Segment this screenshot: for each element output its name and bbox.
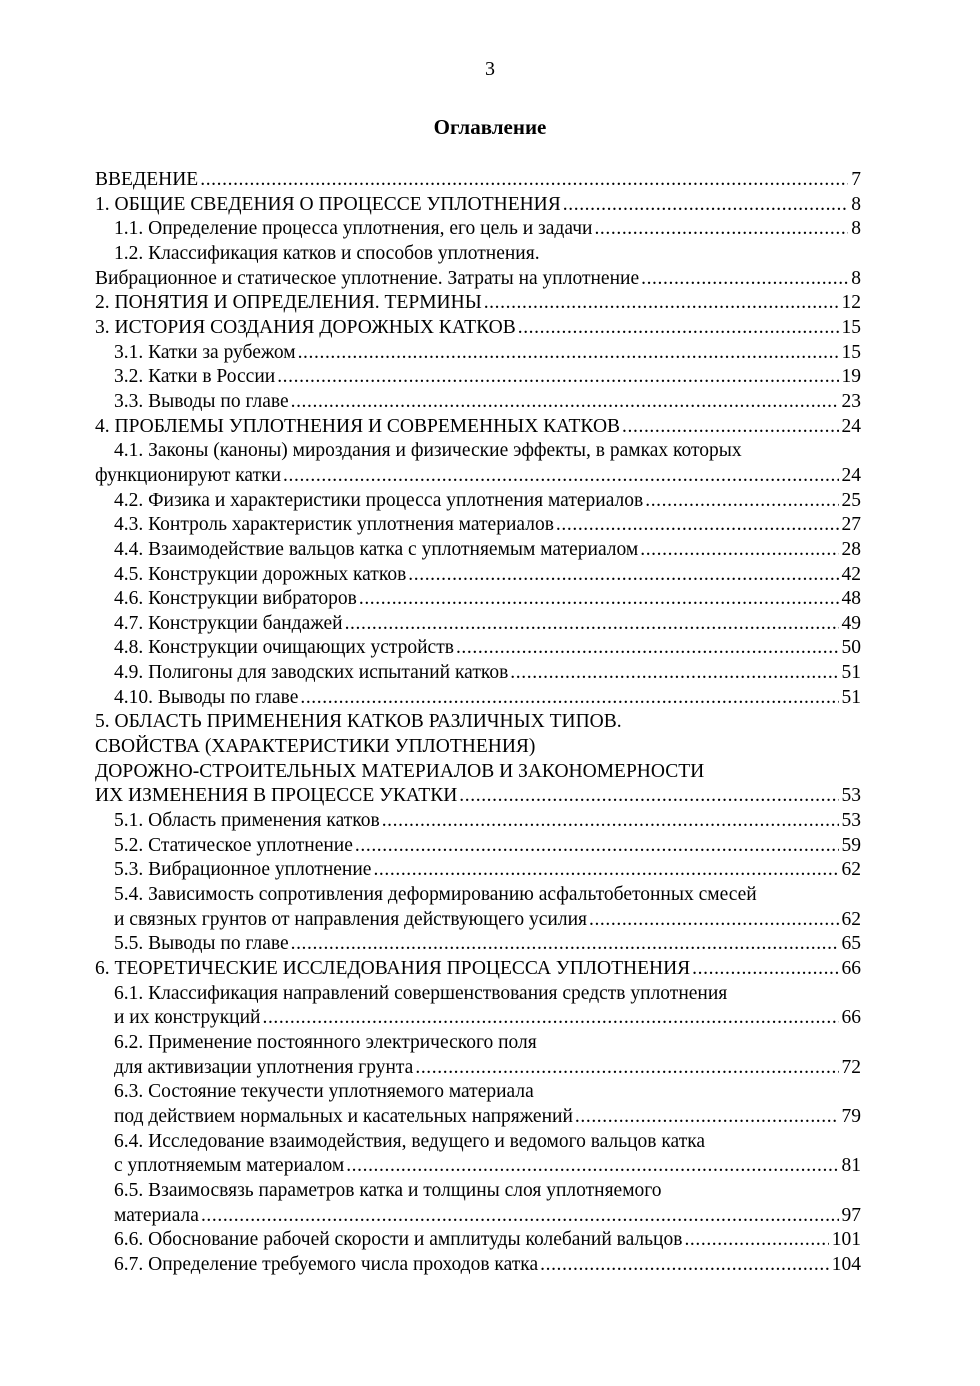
- toc-entry-title-line: 4.2. Физика и характеристики процесса уплотнения материалов: [114, 489, 644, 511]
- toc-entry-leader-line: [95, 957, 861, 982]
- toc-entry-title-line: под действием нормальных и касательных напряжений: [114, 1105, 573, 1127]
- toc-entry[interactable]: [95, 710, 861, 809]
- toc-entry[interactable]: [95, 686, 861, 711]
- toc-entry[interactable]: [95, 1253, 861, 1278]
- toc-entry-leader-line: [95, 267, 861, 292]
- toc-entry-page-number: 59: [841, 834, 861, 856]
- toc-entry-page-number: 24: [841, 415, 861, 437]
- dot-leader: [594, 217, 848, 242]
- toc-entry-leader-line: [114, 587, 861, 612]
- toc-entry-title-line: 6.7. Определение требуемого числа проходов катка: [114, 1253, 539, 1275]
- toc-entry[interactable]: [95, 489, 861, 514]
- toc-entry-page-number: 8: [851, 218, 861, 240]
- toc-entry-title-line: 4.3. Контроль характеристик уплотнения материалов: [114, 514, 554, 536]
- toc-entry-leader-line: [114, 1154, 861, 1179]
- toc-entry-page-number: 8: [851, 267, 861, 289]
- toc-list: [95, 168, 861, 1278]
- toc-entry-title-line: и их конструкций: [114, 1007, 261, 1029]
- toc-entry[interactable]: [95, 563, 861, 588]
- toc-entry-title-line: 6.3. Состояние текучести уплотняемого материала: [114, 1081, 534, 1103]
- toc-entry-page-number: 27: [841, 514, 861, 536]
- toc-entry-title-line: 6. ТЕОРЕТИЧЕСКИЕ ИССЛЕДОВАНИЯ ПРОЦЕССА УПЛОТНЕНИЯ: [95, 958, 691, 979]
- toc-entry-title-line: 4. ПРОБЛЕМЫ УПЛОТНЕНИЯ И СОВРЕМЕННЫХ КАТКОВ: [95, 415, 621, 437]
- toc-entry-page-number: 101: [831, 1229, 861, 1251]
- toc-entry[interactable]: [95, 316, 861, 341]
- dot-leader: [622, 415, 838, 440]
- toc-entry[interactable]: [95, 390, 861, 415]
- toc-entry-title-line: 3.3. Выводы по главе: [114, 390, 289, 412]
- toc-entry-title-line: 4.10. Выводы по главе: [114, 686, 299, 708]
- toc-entry[interactable]: [95, 513, 861, 538]
- toc-entry[interactable]: [95, 415, 861, 440]
- dot-leader: [589, 908, 839, 933]
- toc-entry-leader-line: [114, 1204, 861, 1229]
- toc-entry-title-line: 6.6. Обоснование рабочей скорости и амплитуды колебаний вальцов: [114, 1229, 683, 1251]
- toc-entry-page-number: 15: [841, 316, 861, 338]
- dot-leader: [200, 168, 848, 193]
- toc-entry-leader-line: [114, 1228, 861, 1253]
- toc-entry-leader-line: [114, 1253, 861, 1278]
- toc-entry-title-line: 1.2. Классификация катков и способов уплотнения.: [114, 242, 540, 264]
- toc-entry-page-number: 8: [851, 193, 861, 215]
- toc-entry[interactable]: [95, 439, 861, 488]
- dot-leader: [298, 341, 839, 366]
- dot-leader: [291, 390, 839, 415]
- toc-entry-title-line: 5.3. Вибрационное уплотнение: [114, 859, 372, 881]
- toc-entry-page-number: 53: [841, 785, 861, 807]
- toc-entry-title-line: 1.1. Определение процесса уплотнения, его цель и задачи: [114, 218, 593, 240]
- toc-entry-leader-line: [114, 612, 861, 637]
- toc-entry-leader-line: [95, 464, 861, 489]
- toc-entry-page-number: 66: [841, 1007, 861, 1029]
- toc-entry-title-line: 1. ОБЩИЕ СВЕДЕНИЯ О ПРОЦЕССЕ УПЛОТНЕНИЯ: [95, 193, 561, 215]
- toc-entry-title-line: 2. ПОНЯТИЯ И ОПРЕДЕЛЕНИЯ. ТЕРМИНЫ: [95, 292, 482, 314]
- toc-entry[interactable]: [95, 883, 861, 932]
- toc-entry-page-number: 42: [841, 563, 861, 585]
- dot-leader: [540, 1253, 829, 1278]
- dot-leader: [201, 1204, 839, 1229]
- toc-entry-leader-line: [114, 341, 861, 366]
- toc-entry-page-number: 7: [851, 169, 861, 190]
- toc-entry-title-line: 4.9. Полигоны для заводских испытаний катков: [114, 662, 509, 684]
- dot-leader: [641, 267, 848, 292]
- dot-leader: [645, 489, 838, 514]
- toc-entry-page-number: 81: [841, 1155, 861, 1177]
- toc-entry-title-line: 4.6. Конструкции вибраторов: [114, 588, 357, 610]
- toc-entry-leader-line: [114, 365, 861, 390]
- toc-entry-title-line: 4.8. Конструкции очищающих устройств: [114, 637, 454, 659]
- toc-entry[interactable]: [95, 982, 861, 1031]
- toc-entry[interactable]: [95, 1179, 861, 1228]
- toc-entry-leader-line: [114, 908, 861, 933]
- toc-entry-leader-line: [114, 1105, 861, 1130]
- toc-entry-leader-line: [114, 390, 861, 415]
- toc-entry[interactable]: [95, 612, 861, 637]
- toc-entry-title-line: и связных грунтов от направления действующего усилия: [114, 908, 587, 930]
- toc-entry-leader-line: [114, 809, 861, 834]
- toc-entry-page-number: 66: [841, 958, 861, 979]
- toc-entry-title-line: ДОРОЖНО-СТРОИТЕЛЬНЫХ МАТЕРИАЛОВ И ЗАКОНОМЕРНОСТИ: [95, 760, 705, 782]
- toc-entry-leader-line: [114, 661, 861, 686]
- dot-leader: [510, 661, 838, 686]
- dot-leader: [518, 316, 839, 341]
- toc-entry-title-line: 5.5. Выводы по главе: [114, 933, 289, 955]
- toc-entry-page-number: 53: [841, 810, 861, 832]
- toc-entry-title-line: 6.5. Взаимосвязь параметров катка и толщины слоя уплотняемого: [114, 1179, 662, 1201]
- toc-entry-page-number: 12: [841, 292, 861, 314]
- toc-entry-title-line: 5.1. Область применения катков: [114, 810, 380, 832]
- toc-entry[interactable]: [95, 291, 861, 316]
- dot-leader: [346, 1154, 838, 1179]
- toc-entry[interactable]: [95, 834, 861, 859]
- dot-leader: [291, 932, 839, 957]
- toc-entry[interactable]: [95, 1228, 861, 1253]
- toc-entry[interactable]: [95, 587, 861, 612]
- toc-entry-leader-line: [95, 168, 861, 193]
- toc-entry-title-line: 3.1. Катки за рубежом: [114, 341, 296, 363]
- toc-entry-page-number: 79: [841, 1105, 861, 1127]
- toc-entry-page-number: 72: [841, 1056, 861, 1078]
- toc-entry[interactable]: [95, 1031, 861, 1080]
- toc-entry-leader-line: [95, 415, 861, 440]
- toc-entry[interactable]: [95, 1080, 861, 1129]
- toc-entry-title-line: материала: [114, 1204, 199, 1226]
- toc-entry-title-line: с уплотняемым материалом: [114, 1155, 345, 1177]
- toc-entry-leader-line: [114, 1056, 861, 1081]
- toc-entry-leader-line: [114, 563, 861, 588]
- dot-leader: [640, 538, 838, 563]
- dot-leader: [563, 193, 848, 218]
- toc-entry-title-line: ВВЕДЕНИЕ: [95, 169, 199, 190]
- toc-entry-title-line: 5.4. Зависимость сопротивления деформированию асфальтобетонных смесей: [114, 884, 757, 906]
- toc-entry[interactable]: [95, 809, 861, 834]
- toc-entry-page-number: 49: [841, 612, 861, 634]
- toc-entry-title-line: для активизации уплотнения грунта: [114, 1056, 414, 1078]
- dot-leader: [556, 513, 839, 538]
- toc-entry-leader-line: [114, 636, 861, 661]
- toc-entry-title-line: СВОЙСТВА (ХАРАКТЕРИСТИКИ УПЛОТНЕНИЯ): [95, 736, 536, 758]
- toc-entry-page-number: 25: [841, 489, 861, 511]
- dot-leader: [373, 858, 838, 883]
- toc-entry-page-number: 97: [841, 1204, 861, 1226]
- dot-leader: [345, 612, 839, 637]
- toc-entry-leader-line: [114, 513, 861, 538]
- dot-leader: [382, 809, 839, 834]
- toc-entry[interactable]: [95, 957, 861, 982]
- toc-entry[interactable]: [95, 168, 861, 193]
- toc-entry[interactable]: [95, 858, 861, 883]
- toc-entry-leader-line: [114, 217, 861, 242]
- toc-entry-leader-line: [114, 932, 861, 957]
- toc-entry-title-line: 6.4. Исследование взаимодействия, ведущего и ведомого вальцов катка: [114, 1130, 706, 1152]
- dot-leader: [459, 784, 838, 809]
- toc-entry-leader-line: [114, 489, 861, 514]
- toc-entry-title-line: 6.2. Применение постоянного электрического поля: [114, 1031, 537, 1053]
- toc-entry-leader-line: [114, 686, 861, 711]
- toc-entry-page-number: 62: [841, 859, 861, 881]
- toc-entry-page-number: 51: [841, 662, 861, 684]
- toc-entry-leader-line: [114, 834, 861, 859]
- toc-entry-page-number: 51: [841, 686, 861, 708]
- toc-entry-title-line: 4.4. Взаимодействие вальцов катка с уплотняемым материалом: [114, 538, 639, 560]
- toc-entry-page-number: 23: [841, 390, 861, 412]
- toc-entry-page-number: 19: [841, 366, 861, 388]
- dot-leader: [283, 464, 838, 489]
- toc-entry-title-line: 5.2. Статическое уплотнение: [114, 834, 353, 856]
- dot-leader: [575, 1105, 839, 1130]
- toc-entry[interactable]: [95, 193, 861, 218]
- toc-title: Оглавление: [433, 115, 547, 139]
- toc-entry-page-number: 65: [841, 933, 861, 955]
- toc-entry-leader-line: [95, 193, 861, 218]
- toc-entry-title-line: 3.2. Катки в России: [114, 366, 276, 388]
- toc-entry[interactable]: [95, 636, 861, 661]
- toc-entry[interactable]: [95, 242, 861, 291]
- toc-entry[interactable]: [95, 538, 861, 563]
- dot-leader: [456, 636, 839, 661]
- dot-leader: [692, 957, 838, 982]
- toc-entry[interactable]: [95, 1130, 861, 1179]
- dot-leader: [415, 1056, 838, 1081]
- toc-entry[interactable]: [95, 341, 861, 366]
- page-number: 3: [485, 58, 495, 80]
- toc-entry-page-number: 24: [841, 464, 861, 486]
- toc-entry-page-number: 104: [831, 1253, 861, 1275]
- toc-entry[interactable]: [95, 932, 861, 957]
- toc-entry-title-line: 3. ИСТОРИЯ СОЗДАНИЯ ДОРОЖНЫХ КАТКОВ: [95, 316, 516, 338]
- toc-entry-page-number: 28: [841, 538, 861, 560]
- toc-entry-page-number: 15: [841, 341, 861, 363]
- toc-entry-leader-line: [95, 784, 861, 809]
- toc-entry-title-line: Вибрационное и статическое уплотнение. Затраты на уплотнение: [95, 267, 640, 289]
- toc-entry-title-line: 4.7. Конструкции бандажей: [114, 612, 343, 634]
- dot-leader: [262, 1006, 838, 1031]
- dot-leader: [408, 563, 838, 588]
- toc-entry[interactable]: [95, 661, 861, 686]
- toc-entry-title-line: 5. ОБЛАСТЬ ПРИМЕНЕНИЯ КАТКОВ РАЗЛИЧНЫХ ТИПОВ.: [95, 711, 622, 733]
- toc-entry-page-number: 48: [841, 588, 861, 610]
- toc-entry-page-number: 50: [841, 637, 861, 659]
- toc-entry-page-number: 62: [841, 908, 861, 930]
- toc-entry-leader-line: [114, 538, 861, 563]
- dot-leader: [359, 587, 839, 612]
- dot-leader: [300, 686, 838, 711]
- toc-entry[interactable]: [95, 365, 861, 390]
- dot-leader: [684, 1228, 828, 1253]
- toc-entry-title-line: 4.5. Конструкции дорожных катков: [114, 563, 407, 585]
- toc-entry-title-line: ИХ ИЗМЕНЕНИЯ В ПРОЦЕССЕ УКАТКИ: [95, 785, 458, 807]
- toc-entry-leader-line: [95, 291, 861, 316]
- toc-entry-leader-line: [114, 858, 861, 883]
- dot-leader: [277, 365, 838, 390]
- toc-entry-leader-line: [95, 316, 861, 341]
- dot-leader: [355, 834, 839, 859]
- toc-entry-title-line: функционируют катки: [95, 464, 282, 486]
- dot-leader: [484, 291, 839, 316]
- toc-entry[interactable]: [95, 217, 861, 242]
- toc-entry-title-line: 6.1. Классификация направлений совершенствования средств уплотнения: [114, 982, 728, 1004]
- toc-entry-leader-line: [114, 1006, 861, 1031]
- toc-entry-title-line: 4.1. Законы (каноны) мироздания и физические эффекты, в рамках которых: [114, 440, 742, 462]
